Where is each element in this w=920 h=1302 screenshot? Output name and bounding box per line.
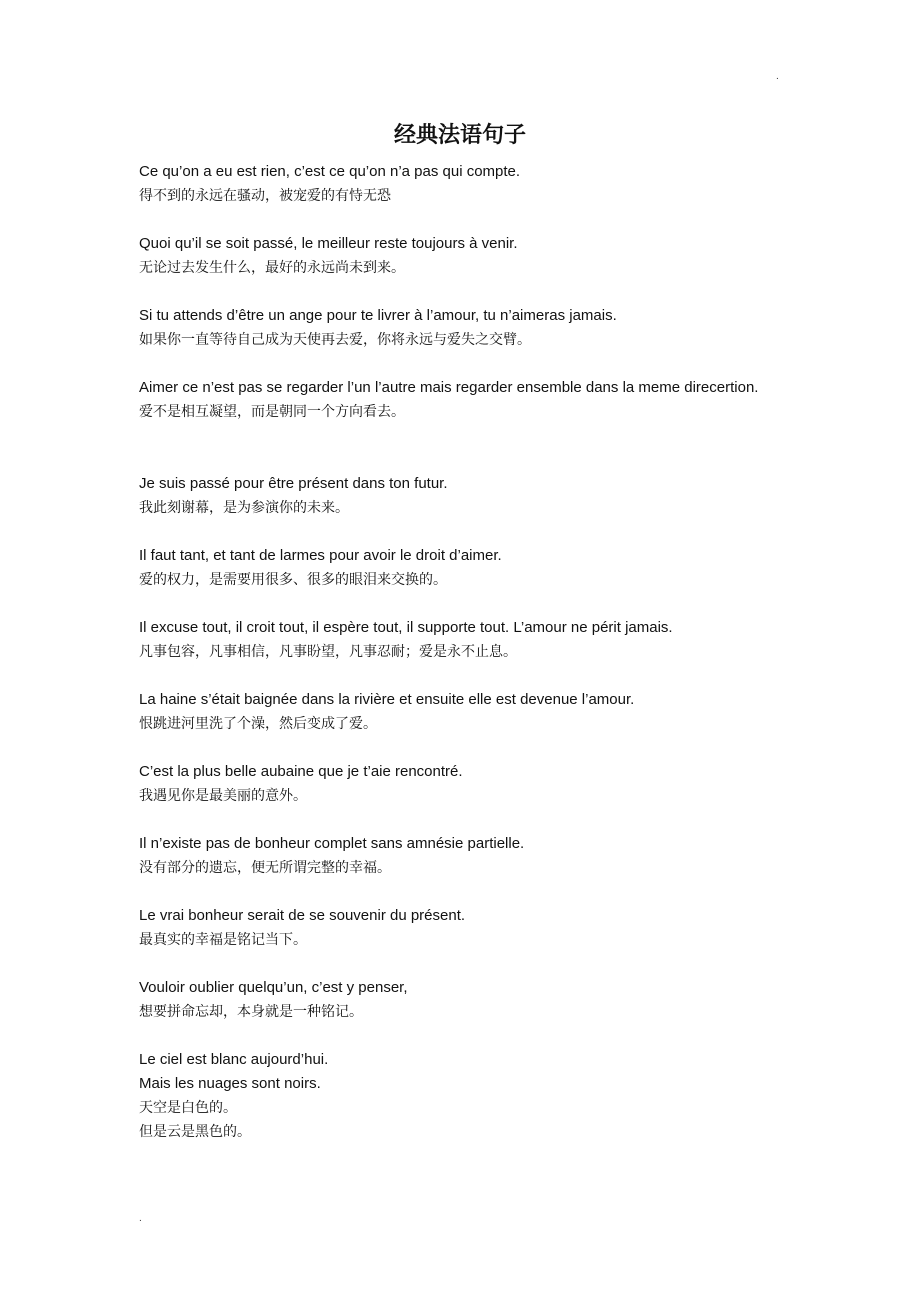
chinese-translation: 想要拼命忘却，本身就是一种铭记。: [139, 1004, 363, 1020]
french-quote: Aimer ce n’est pas se regarder l’un l’autre mais regarder ensemble dans la meme direcertion.: [139, 379, 759, 396]
french-quote: La haine s’était baignée dans la rivière et ensuite elle est devenue l’amour.: [139, 691, 635, 708]
french-quote: Il faut tant, et tant de larmes pour avoir le droit d’aimer.: [139, 547, 502, 564]
chinese-translation: 如果你一直等待自己成为天使再去爱，你将永远与爱失之交臂。: [139, 332, 531, 348]
quote-entry-1: [139, 160, 781, 208]
document-title: 经典法语句子: [393, 122, 526, 148]
french-quote: C’est la plus belle aubaine que je t’aie rencontré.: [139, 763, 463, 780]
chinese-translation-line-1: 天空是白色的。: [139, 1100, 237, 1116]
french-quote: Quoi qu’il se soit passé, le meilleur reste toujours à venir.: [139, 235, 518, 252]
french-quote: Ce qu’on a eu est rien, c’est ce qu’on n’a pas qui compte.: [139, 163, 521, 180]
chinese-translation: 没有部分的遗忘，便无所谓完整的幸福。: [139, 860, 391, 876]
header-mark: .: [776, 71, 779, 82]
french-quote: Il excuse tout, il croit tout, il espère tout, il supporte tout. L’amour ne périt jamais.: [139, 619, 673, 636]
quote-entry-10: [139, 832, 781, 880]
quote-entry-11: [139, 904, 781, 952]
chinese-translation-line-2: 但是云是黑色的。: [139, 1124, 251, 1140]
french-quote-line-2: Mais les nuages sont noirs.: [139, 1075, 321, 1092]
chinese-translation: 凡事包容，凡事相信，凡事盼望，凡事忍耐；爱是永不止息。: [139, 644, 517, 660]
quote-entry-5: [139, 472, 781, 520]
quote-entry-2: [139, 232, 781, 280]
quote-entry-3: [139, 304, 781, 352]
french-quote-line-1: Le ciel est blanc aujourd’hui.: [139, 1051, 329, 1068]
quote-entry-12: [139, 976, 781, 1024]
french-quote: Vouloir oublier quelqu’un, c’est y penser,: [139, 979, 408, 996]
french-quote: Le vrai bonheur serait de se souvenir du présent.: [139, 907, 466, 924]
footer-mark: .: [139, 1213, 142, 1224]
quote-entry-4: [139, 376, 781, 424]
quote-entry-6: [139, 544, 781, 592]
quote-list: [139, 160, 781, 1168]
chinese-translation: 我遇见你是最美丽的意外。: [139, 788, 307, 804]
french-quote: Je suis passé pour être présent dans ton futur.: [139, 475, 448, 492]
quote-entry-7: [139, 616, 781, 664]
quote-entry-8: [139, 688, 781, 736]
chinese-translation: 最真实的幸福是铭记当下。: [139, 932, 307, 948]
chinese-translation: 爱不是相互凝望，而是朝同一个方向看去。: [139, 404, 405, 420]
quote-entry-13: [139, 1048, 781, 1144]
french-quote: Si tu attends d’être un ange pour te livrer à l’amour, tu n’aimeras jamais.: [139, 307, 617, 324]
chinese-translation: 恨跳进河里洗了个澡，然后变成了爱。: [139, 716, 377, 732]
chinese-translation: 我此刻谢幕，是为参演你的未来。: [139, 500, 349, 516]
quote-entry-9: [139, 760, 781, 808]
french-quote: Il n’existe pas de bonheur complet sans amnésie partielle.: [139, 835, 525, 852]
chinese-translation: 得不到的永远在骚动，被宠爱的有恃无恐: [139, 188, 391, 204]
chinese-translation: 无论过去发生什么，最好的永远尚未到来。: [139, 260, 405, 276]
chinese-translation: 爱的权力，是需要用很多、很多的眼泪来交换的。: [139, 572, 447, 588]
